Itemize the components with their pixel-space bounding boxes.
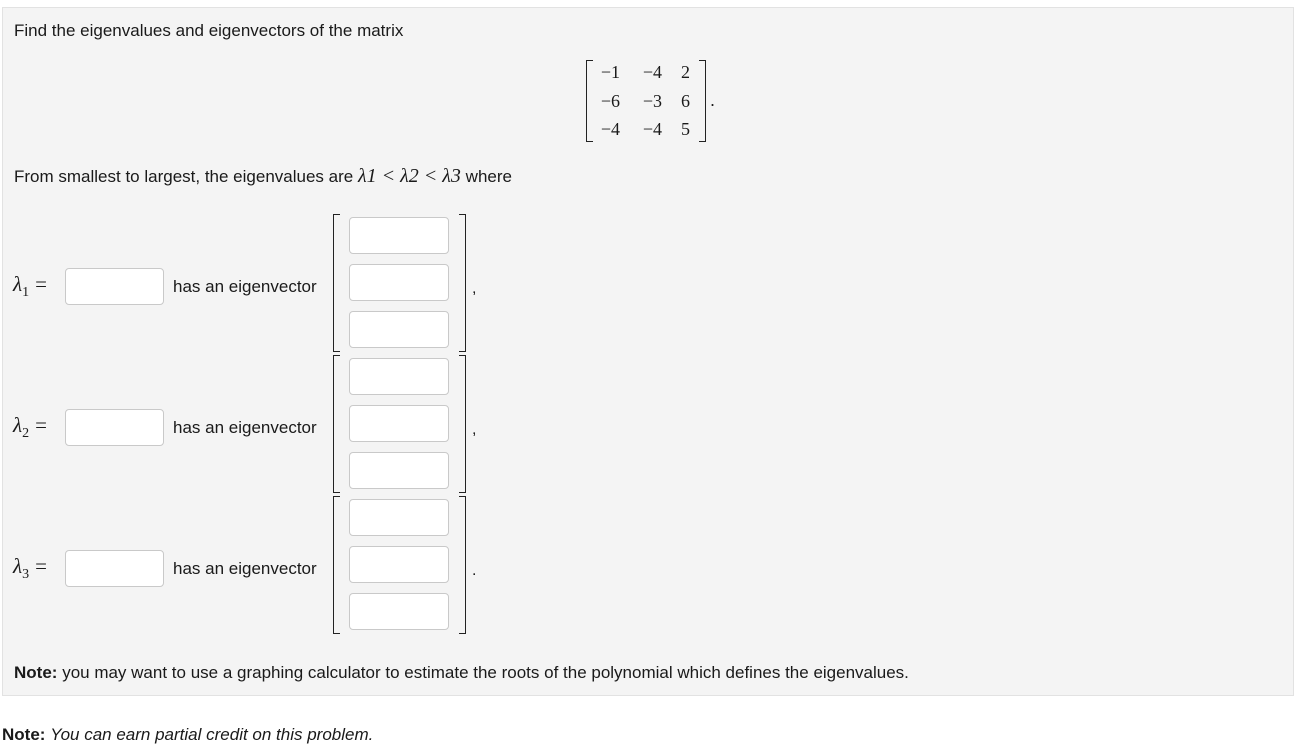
eigen-order-where: where [465,167,512,186]
eigen-order-text: From smallest to largest, the eigenvalues are [14,167,354,186]
eigenvector-2-entry-2[interactable] [349,405,449,442]
calculator-note [14,663,909,683]
vector-2-left-bracket [333,355,340,493]
eigenvector-3-entry-1[interactable] [349,499,449,536]
calculator-note-text: you may want to use a graphing calculator to estimate the roots of the polynomial which defines the eigenvalues. [62,663,909,682]
eigenvector-3-entry-2[interactable] [349,546,449,583]
matrix-cell-2-1: −4 [642,119,662,139]
vector-3-right-bracket [459,496,466,634]
matrix-cell-2-2: 5 [681,119,690,139]
lambda-3-label: $\lambda_3$ = [13,554,47,583]
matrix-cell-1-0: −6 [600,91,620,111]
matrix-period: . [710,90,716,110]
matrix-cell-1-1: −3 [642,91,662,111]
problem-prompt: Find the eigenvalues and eigenvectors of the matrix [14,21,404,40]
eigenvector-1-entry-2[interactable] [349,264,449,301]
lambda-1-label: $\lambda_1$ = [13,272,47,301]
eigenvalue-2-input[interactable] [65,409,164,446]
has-eigenvector-3-text: has an eigenvector [173,559,317,578]
eigenvector-2-entry-3[interactable] [349,452,449,489]
vector-2-punct: , [472,421,477,438]
partial-credit-note-label: Note: [2,725,46,744]
partial-credit-note [2,725,373,745]
eigenvector-2-entry-1[interactable] [349,358,449,395]
matrix-cell-2-0: −4 [600,119,620,139]
eigenvalue-3-input[interactable] [65,550,164,587]
eigenvalue-1-input[interactable] [65,268,164,305]
eigenvector-1-entry-3[interactable] [349,311,449,348]
eigen-order-math: λ1 < λ2 < λ3 [357,165,461,187]
has-eigenvector-1-text: has an eigenvector [173,277,317,296]
vector-3-left-bracket [333,496,340,634]
calculator-note-label: Note: [14,663,58,682]
vector-1-left-bracket [333,214,340,352]
partial-credit-note-text: You can earn partial credit on this problem. [50,725,374,744]
eigenvector-3-entry-3[interactable] [349,593,449,630]
vector-1-right-bracket [459,214,466,352]
matrix-right-bracket [699,60,706,142]
vector-2-right-bracket [459,355,466,493]
has-eigenvector-2-text: has an eigenvector [173,418,317,437]
eigen-order-sentence [14,165,512,188]
lambda-2-label: $\lambda_2$ = [13,413,47,442]
vector-3-punct: . [472,562,477,579]
matrix [586,60,706,142]
matrix-cell-0-0: −1 [600,62,620,82]
matrix-cell-0-1: −4 [642,62,662,82]
matrix-cell-1-2: 6 [681,91,690,111]
vector-1-punct: , [472,280,477,297]
matrix-cell-0-2: 2 [681,62,690,82]
eigenvector-1-entry-1[interactable] [349,217,449,254]
